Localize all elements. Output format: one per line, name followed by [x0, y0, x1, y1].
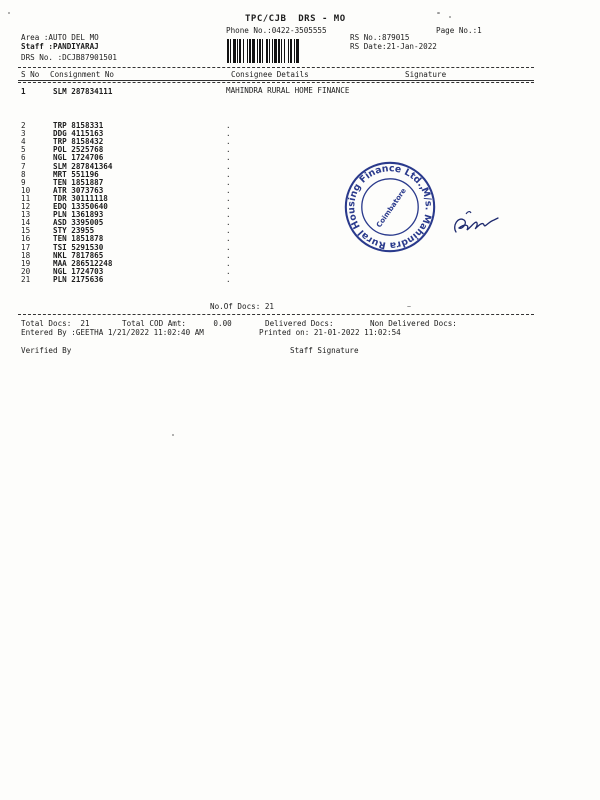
scan-speck: [172, 434, 174, 436]
drs-number: DRS No. :DCJB87901501: [21, 53, 118, 62]
row-mark: .: [226, 161, 231, 171]
row-sno: 9: [21, 177, 26, 187]
row-consignee: MAHINDRA RURAL HOME FINANCE: [226, 86, 350, 95]
row-consignment: TEN 1851878: [53, 234, 104, 244]
row-mark: .: [226, 137, 231, 147]
row-sno: 5: [21, 145, 26, 155]
row-mark: .: [226, 234, 231, 244]
row-sno: 18: [21, 250, 31, 260]
row-sno: 4: [21, 137, 26, 147]
non-delivered-docs: Non Delivered Docs:: [370, 319, 457, 328]
total-cod-amount: Total COD Amt: 0.00: [122, 319, 232, 328]
area-field: Area :AUTO DEL MO: [21, 33, 99, 42]
row-mark: .: [226, 242, 231, 252]
column-header-sno: S No: [21, 70, 40, 79]
scan-speck: [407, 306, 411, 307]
row-consignment: SLM 287841364: [53, 161, 113, 171]
row-mark: .: [226, 250, 231, 260]
row-consignment: NGL 1724703: [53, 266, 104, 276]
column-header-signature: Signature: [405, 70, 447, 79]
row-sno: 11: [21, 193, 31, 203]
stamp-city: Coimbatore: [374, 186, 408, 230]
row-mark: .: [226, 145, 231, 155]
no-of-docs: No.Of Docs: 21: [210, 302, 275, 311]
row-sno: 17: [21, 242, 31, 252]
row-mark: .: [226, 258, 231, 268]
divider: [18, 67, 534, 68]
row-consignment: TEN 1851887: [53, 177, 104, 187]
scan-speck: [449, 16, 451, 18]
scan-speck: [8, 12, 10, 14]
column-header-consignee: Consignee Details: [231, 70, 309, 79]
row-consignment: POL 2525768: [53, 145, 104, 155]
row-consignment: TDR 30111118: [53, 193, 108, 203]
row-consignment: DDG 4115163: [53, 129, 104, 139]
entered-by: Entered By :GEETHA 1/21/2022 11:02:40 AM: [21, 328, 204, 337]
total-docs: Total Docs: 21: [21, 319, 90, 328]
divider: [18, 314, 534, 315]
row-sno: 15: [21, 226, 31, 236]
stamp-text: M/s. Mahindra Rural Housing Finance Ltd.,: [346, 163, 434, 251]
row-mark: .: [226, 129, 231, 139]
row-consignment: ASD 3395005: [53, 218, 104, 228]
row-sno: 6: [21, 153, 26, 163]
rs-date: RS Date:21-Jan-2022: [350, 42, 437, 51]
row-mark: .: [226, 169, 231, 179]
row-sno: 14: [21, 218, 31, 228]
row-consignment: NKL 7817865: [53, 250, 104, 260]
divider: [18, 82, 534, 83]
column-header-consignment: Consignment No: [50, 70, 115, 79]
row-consignment: NGL 1724706: [53, 153, 104, 163]
row-sno: 16: [21, 234, 31, 244]
row-sno: 2: [21, 121, 26, 130]
row-mark: .: [226, 266, 231, 276]
row-sno: 19: [21, 258, 31, 268]
row-sno: 10: [21, 185, 31, 195]
row-mark: .: [226, 274, 231, 284]
verified-by: Verified By: [21, 346, 72, 355]
company-stamp: [343, 160, 437, 254]
staff-field: Staff :PANDIYARAJ: [21, 42, 99, 51]
row-sno: 1: [21, 87, 26, 96]
phone-number: Phone No.:0422-3505555: [226, 26, 327, 35]
document-title: TPC/CJB DRS - MO: [245, 14, 346, 24]
staff-signature-label: Staff Signature: [290, 346, 359, 355]
row-mark: .: [226, 185, 231, 195]
row-mark: .: [226, 210, 231, 220]
row-mark: .: [226, 218, 231, 228]
handwritten-signature: [450, 206, 502, 240]
row-sno: 21: [21, 274, 31, 284]
row-consignment: TRP 8158331: [53, 121, 104, 130]
row-consignment: PLN 1361893: [53, 210, 104, 220]
row-mark: .: [226, 177, 231, 187]
row-mark: .: [226, 121, 231, 130]
row-sno: 8: [21, 169, 26, 179]
scan-speck: [437, 12, 440, 14]
row-sno: 7: [21, 161, 26, 171]
row-mark: .: [226, 193, 231, 203]
divider: [18, 80, 534, 81]
row-consignment: STY 23955: [53, 226, 95, 236]
row-consignment: TSI 5291530: [53, 242, 104, 252]
row-sno: 12: [21, 202, 31, 211]
row-mark: .: [226, 226, 231, 236]
rs-number: RS No.:879015: [350, 33, 410, 42]
row-consignment: TRP 8158432: [53, 137, 104, 147]
row-consignment: MAA 286512248: [53, 258, 113, 268]
row-sno: 20: [21, 266, 31, 276]
page-number: Page No.:1: [436, 26, 482, 35]
row-mark: .: [226, 202, 231, 211]
barcode-bar: [299, 39, 300, 63]
row-consignment: MRT 551196: [53, 169, 99, 179]
row-consignment: ATR 3073763: [53, 185, 104, 195]
row-sno: 3: [21, 129, 26, 139]
barcode: [227, 39, 337, 63]
row-consignment: SLM 287834111: [53, 87, 113, 96]
row-consignment: EDQ 13350640: [53, 202, 108, 211]
printed-on: Printed on: 21-01-2022 11:02:54: [259, 328, 401, 337]
delivered-docs: Delivered Docs:: [265, 319, 334, 328]
row-consignment: PLN 2175636: [53, 274, 104, 284]
row-sno: 13: [21, 210, 31, 220]
row-mark: .: [226, 153, 231, 163]
